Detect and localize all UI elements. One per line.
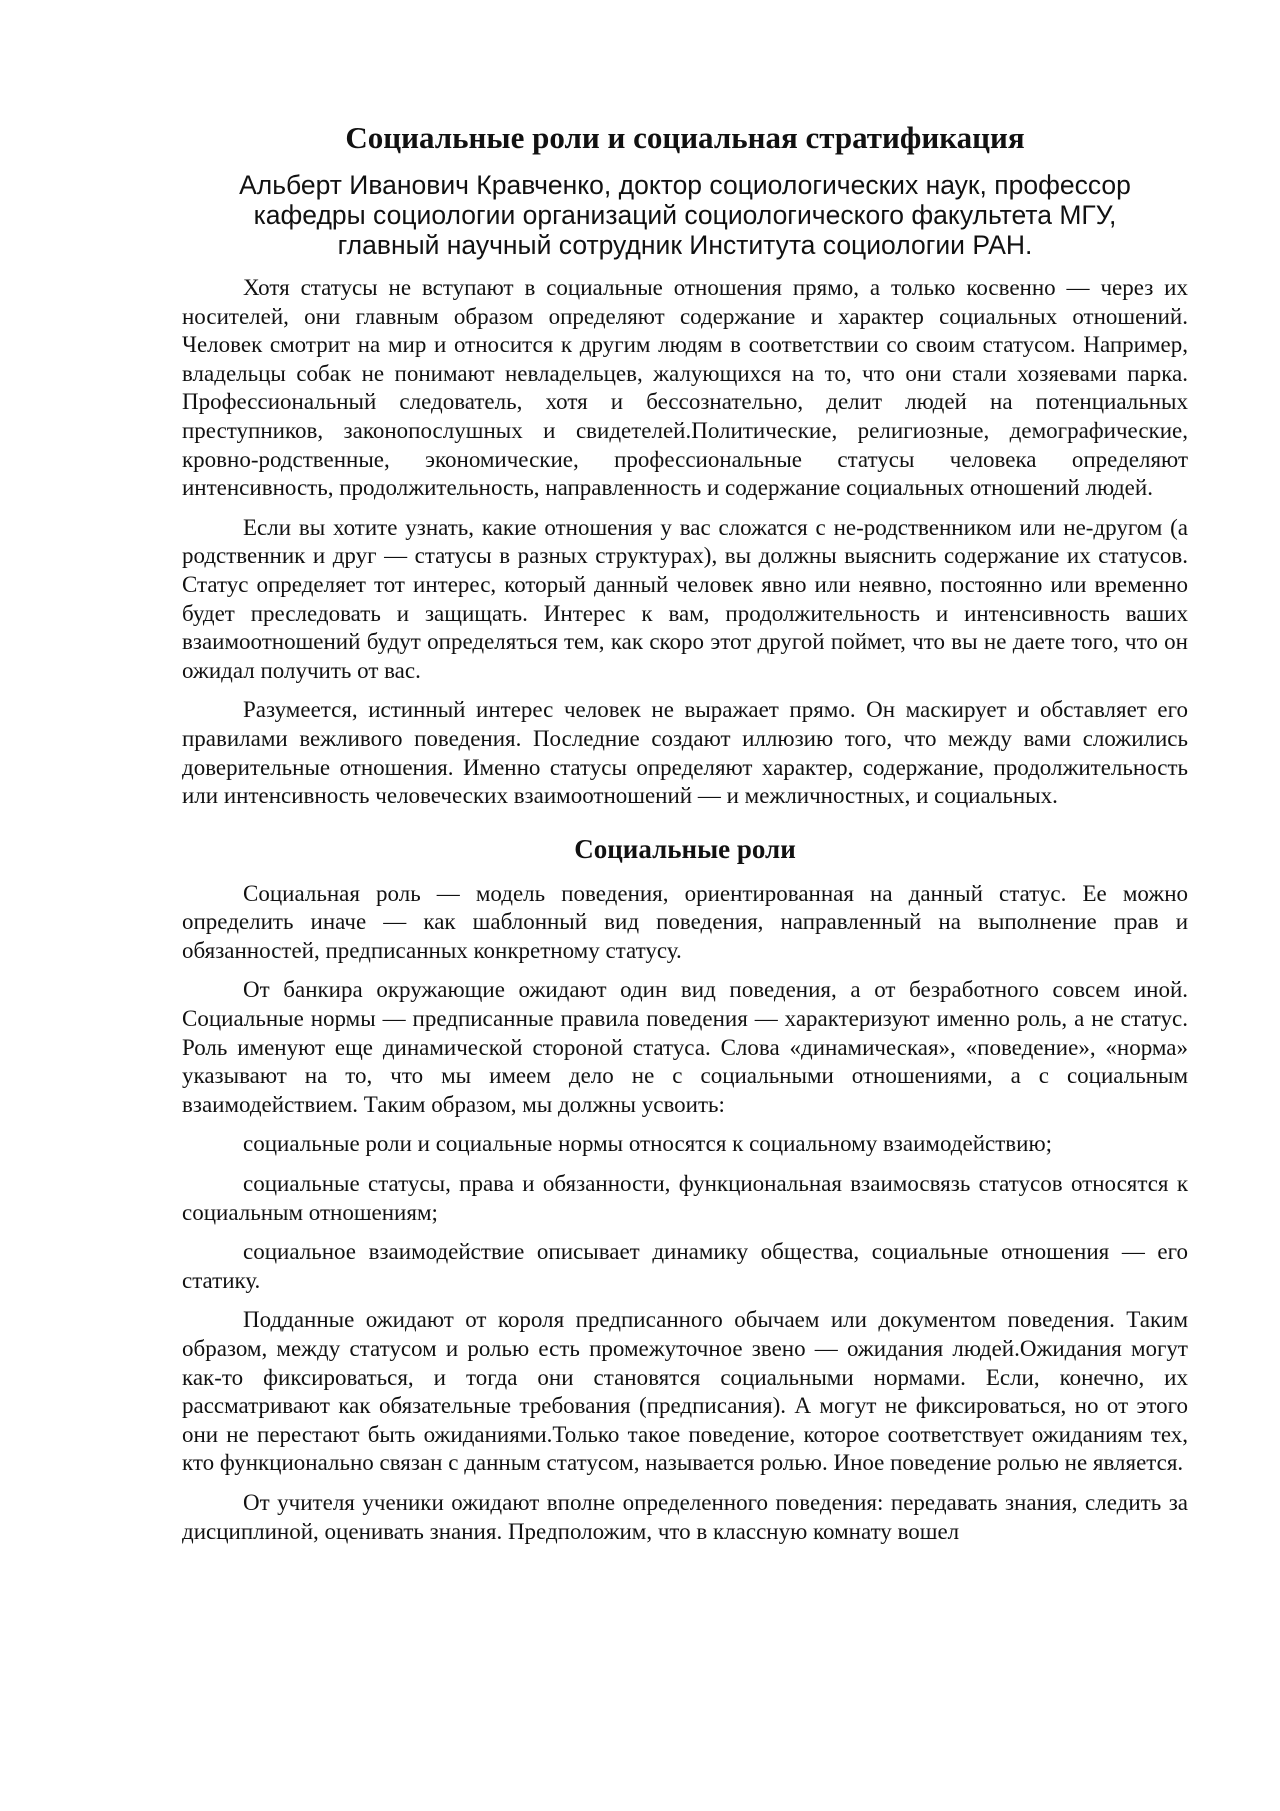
list-item: социальное взаимодействие описывает динамику общества, социальные отношения — его статику. bbox=[182, 1239, 1188, 1293]
paragraph: Социальная роль — модель поведения, ориентированная на данный статус. Ее можно определить иначе — как шаблонный вид поведения, направленный на выполнение прав и обязанностей, предписанных конкретному статусу. bbox=[182, 880, 1188, 963]
paragraph: Хотя статусы не вступают в социальные отношения прямо, а только косвенно — через их носителей, они главным образом определяют содержание и характер социальных отношений. Человек смотрит на мир и относится к другим людям в соответствии со своим статусом. Например, владельцы собак не понимают невладельцев, жалующихся на то, что они стали хозяевами парка. Профессиональный следователь, хотя и бессознательно, делит людей на потенциальных преступников, законопослушных и свидетелей.Политические, религиозные, демографические, кровно-родственные, экономические, профессиональные статусы человека определяют интенсивность, продолжительность, направленность и содержание социальных отношений людей. bbox=[182, 275, 1188, 501]
author-info bbox=[182, 170, 1188, 260]
paragraph: От банкира окружающие ожидают один вид поведения, а от безработного совсем иной. Социальные нормы — предписанные правила поведения — характеризуют именно роль, а не статус. Роль именуют еще динамической стороной статуса. Слова «динамическая», «поведение», «норма» указывают на то, что мы имеем дело не с социальными отношениями, а с социальным взаимодействием. Таким образом, мы должны усвоить: bbox=[182, 977, 1188, 1117]
author-line: Альберт Иванович Кравченко, доктор социологических наук, профессор bbox=[239, 170, 1131, 200]
document-page bbox=[182, 118, 1188, 1546]
paragraph: Разумеется, истинный интерес человек не выражает прямо. Он маскирует и обставляет его правилами вежливого поведения. Последние создают иллюзию того, что между вами сложились доверительные отношения. Именно статусы определяют характер, содержание, продолжительность или интенсивность человеческих взаимоотношений — и межличностных, и социальных. bbox=[182, 697, 1188, 809]
author-line: главный научный сотрудник Института социологии РАН. bbox=[337, 230, 1033, 260]
list-item: социальные статусы, права и обязанности, функциональная взаимосвязь статусов относятся к социальным отношениям; bbox=[182, 1171, 1188, 1225]
paragraph: Подданные ожидают от короля предписанного обычаем или документом поведения. Таким образом, между статусом и ролью есть промежуточное звено — ожидания людей.Ожидания могут как-то фиксироваться, и тогда они становятся социальными нормами. Если, конечно, их рассматривают как обязательные требования (предписания). А могут не фиксироваться, но от этого они не перестают быть ожиданиями.Только такое поведение, которое соответствует ожиданиям тех, кто функционально связан с данным статусом, называется ролью. Иное поведение ролью не является. bbox=[182, 1307, 1188, 1476]
paragraph: От учителя ученики ожидают вполне определенного поведения: передавать знания, следить за дисциплиной, оценивать знания. Предположим, что в классную комнату вошел bbox=[182, 1489, 1188, 1544]
document-title: Социальные роли и социальная стратификация bbox=[345, 120, 1025, 155]
list-item: социальные роли и социальные нормы относятся к социальному взаимодействию; bbox=[243, 1131, 1053, 1157]
paragraph: Если вы хотите узнать, какие отношения у вас сложатся с не-родственником или не-другом (а родственник и друг — статусы в разных структурах), вы должны выяснить содержание их статусов. Статус определяет тот интерес, который данный человек явно или неявно, постоянно или временно будет преследовать и защищать. Интерес к вам, продолжительность и интенсивность ваших взаимоотношений будут определяться тем, как скоро этот другой поймет, что вы не даете того, что он ожидал получить от вас. bbox=[182, 514, 1188, 683]
section-heading: Социальные роли bbox=[574, 833, 796, 864]
author-line: кафедры социологии организаций социологического факультета МГУ, bbox=[253, 200, 1117, 230]
